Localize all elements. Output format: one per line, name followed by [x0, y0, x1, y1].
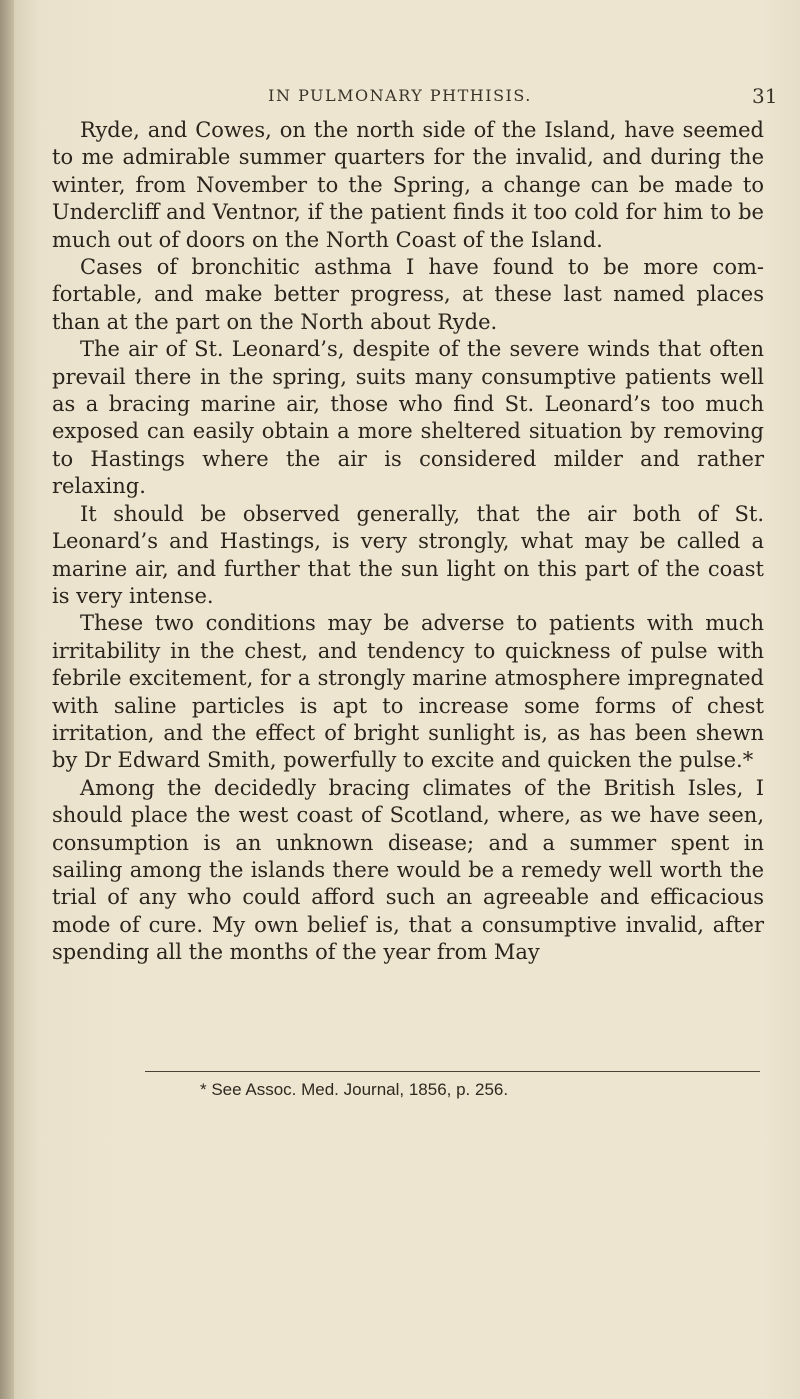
paragraph-ryde: Ryde, and Cowes, on the north side of the Island, have seemed to me admirable summer quarters for the invalid, and during the winter, from November to the Spring, a change can be made to Undercliff and Ventnor, if the patient finds it too cold for him to be much out of doors on the North Coast of the Island.	[52, 118, 764, 252]
paragraph-bronchitic-asthma: Cases of bronchitic asthma I have found to be more comfortable, and make better progress, at these last named places than at the part on the North about Ryde.	[52, 255, 764, 334]
footnote-rule	[145, 1071, 760, 1073]
body-text	[52, 117, 764, 967]
page-number: 31	[752, 84, 778, 108]
paragraph-st-leonards: The air of St. Leonard’s, despite of the severe winds that often prevail there in the spring, suits many consumptive patients well as a bracing marine air, those who find St. Leonard’s too much exposed can easily obtain a more sheltered situation by removing to Hastings where the air is considered milder and rather relaxing.	[52, 337, 764, 499]
paragraph-adverse-conditions: These two conditions may be adverse to patients with much irritability in the chest, and tendency to quickness of pulse with febrile excitement, for a strongly marine atmosphere impregnated with saline particles is apt to increase some forms of chest irritation, and the effect of bright sunlight is, as has been shewn by Dr Edward Smith, powerfully to excite and quicken the pulse.*	[52, 611, 764, 773]
book-spine-shadow	[0, 0, 14, 1399]
paragraph-scotland: Among the decidedly bracing climates of the British Isles, I should place the west coast of Scotland, where, as we have seen, consumption is an unknown disease; and a summer spent in sailing among the islands there would be a remedy well worth the trial of any who could afford such an agreeable and efficacious mode of cure. My own belief is, that a consumptive invalid, after spending all the months of the year from May	[52, 775, 764, 965]
footnote: * See Assoc. Med. Journal, 1856, p. 256.	[200, 1080, 509, 1099]
running-title: IN PULMONARY PHTHISIS.	[268, 86, 532, 105]
paragraph-marine-air: It should be observed generally, that the air both of St. Leonard’s and Hastings, is very strongly, what may be called a marine air, and further that the sun light on this part of the coast is very intense.	[52, 501, 764, 608]
